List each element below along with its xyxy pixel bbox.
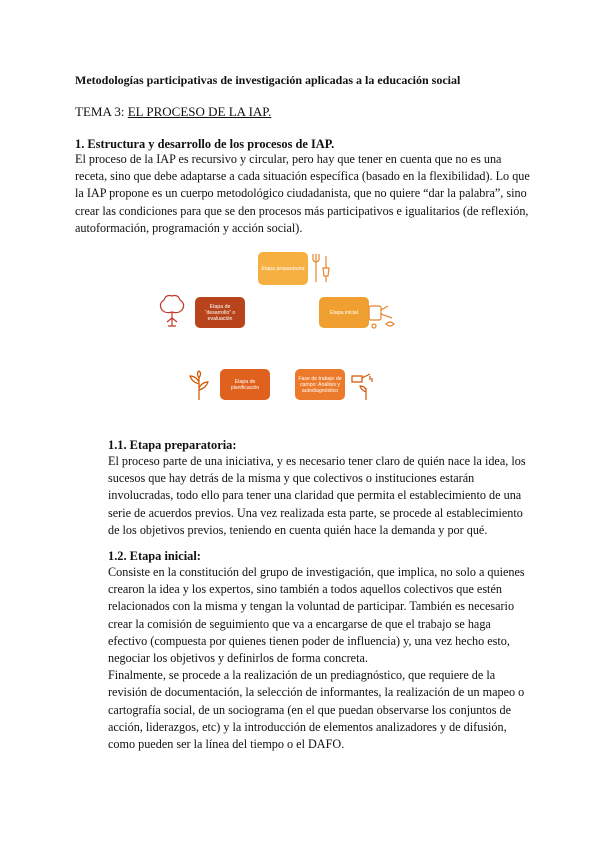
section-1-paragraph: [75, 151, 530, 237]
paragraph-line: autoformación, programación y acción social).: [75, 220, 303, 235]
course-title: Metodologías participativas de investigación aplicadas a la educación social: [75, 73, 461, 87]
garden-tools-icon: [310, 252, 334, 284]
stage-trabajo-campo: Fase de trabajo de campo: Análisis y autodiagnóstico: [295, 369, 345, 400]
paragraph-line: de los objetivos previos, teniendo en cuenta quién hace la demanda y por qué.: [108, 522, 488, 537]
paragraph-line: revisión de documentación, la selección de informantes, la realización de un mapeo o: [108, 685, 525, 700]
paragraph-line: relacionados con la misma y tengan la voluntad de participar. También es necesario: [108, 599, 515, 614]
paragraph-line: acción, liderazgos, etc) y la introducción de elementos analizadores y de difusión,: [108, 719, 507, 734]
stage-evaluacion: Etapa de “desarrollo” o evaluación: [195, 297, 245, 328]
section-heading-1-2: 1.2. Etapa inicial:: [108, 549, 201, 563]
paragraph-line: crearon la idea y los expertos, sino también a todos aquellos colectivos que estén: [108, 582, 502, 597]
paragraph-line: receta, sino que debe adaptarse a cada situación específica (basado en la flexibilidad). Lo que: [75, 169, 530, 184]
paragraph-line: efectivo (compuesta por quienes tienen poder de influencia) y, una vez hecho esto,: [108, 633, 510, 648]
watering-can-icon: [366, 300, 398, 332]
watering-plant-icon: [348, 370, 376, 402]
section-heading-1: 1. Estructura y desarrollo de los procesos de IAP.: [75, 137, 335, 151]
stage-planificacion: Etapa de planificación: [220, 369, 270, 400]
tema-title: [75, 104, 271, 120]
stage-preparatoria: Etapa preparatoria: [258, 252, 308, 285]
tema-name: EL PROCESO DE LA IAP.: [127, 104, 272, 119]
sprout-icon: [186, 370, 212, 402]
tree-icon: [156, 294, 188, 330]
paragraph-line: Consiste en la constitución del grupo de investigación, que implica, no solo a quienes: [108, 565, 525, 579]
paragraph-line: sucesos que hay detrás de la misma y que colectivos o instituciones estarán: [108, 471, 475, 486]
paragraph-line: El proceso parte de una iniciativa, y es necesario tener claro de quién nace la idea, los: [108, 454, 526, 468]
paragraph-line: Finalmente, se procede a la realización de un prediagnóstico, que requiere de la: [108, 668, 496, 683]
tema-prefix: TEMA 3:: [75, 104, 128, 119]
paragraph-line: cartografía social, de un sociograma (en el que puedan observarse los conjuntos de: [108, 702, 512, 717]
stage-inicial: Etapa inicial: [319, 297, 369, 328]
iap-process-diagram: [150, 248, 400, 408]
section-heading-1-1: 1.1. Etapa preparatoria:: [108, 438, 237, 452]
paragraph-line: negociar los objetivos y definirlos de forma concreta.: [108, 651, 368, 666]
paragraph-line: El proceso de la IAP es recursivo y circular, pero hay que tener en cuenta que no es una: [75, 152, 502, 166]
section-1-2-paragraph: [108, 564, 525, 753]
paragraph-line: crear la comisión de seguimiento que va a encargarse de que el trabajo se haga: [108, 616, 491, 631]
paragraph-line: la IAP propone es un cuerpo metodológico ciudadanista, que no quiere “dar la palabra”, sino: [75, 186, 527, 201]
section-1-1-paragraph: [108, 453, 526, 539]
paragraph-line: involucradas, todo ello para tener una claridad que permita el establecimiento de una: [108, 488, 522, 503]
paragraph-line: crear las condiciones para que se den procesos más participativos e igualitarios (de reflexión,: [75, 203, 529, 218]
paragraph-line: como pueden ser la línea del tiempo o el DAFO.: [108, 737, 345, 752]
paragraph-line: serie de acuerdos previos. Una vez realizada esta parte, se procede al establecimiento: [108, 505, 523, 520]
